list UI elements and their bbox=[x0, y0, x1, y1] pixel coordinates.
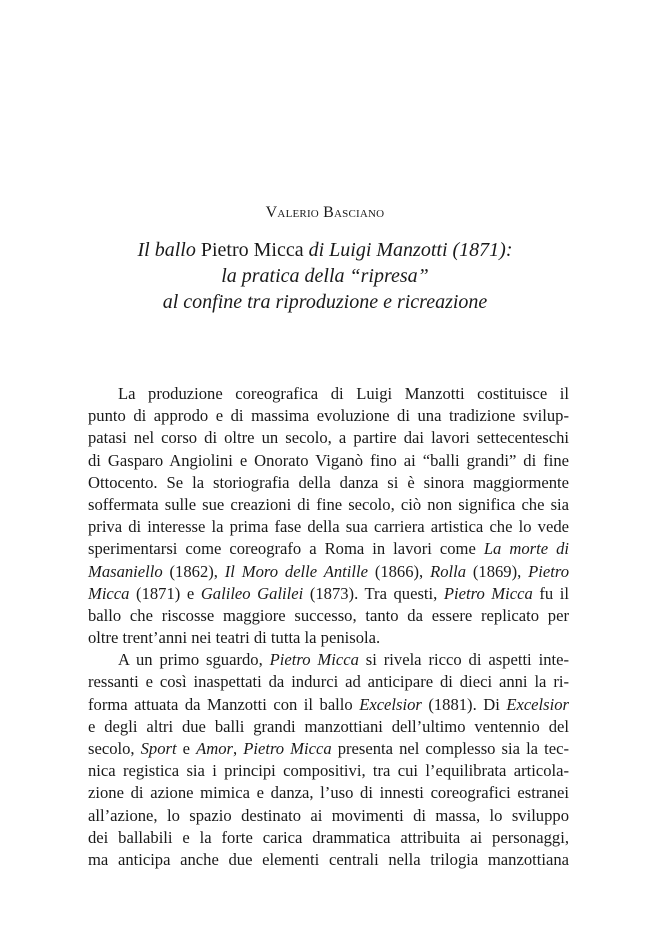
text-line bbox=[88, 583, 569, 605]
text-segment: si rivela ricco di aspetti inte- bbox=[358, 650, 569, 670]
title-line bbox=[90, 237, 560, 263]
text-line bbox=[88, 450, 569, 472]
italic-text: Il ballo bbox=[137, 239, 201, 261]
italic-text: la pratica della “ripresa” bbox=[221, 265, 429, 287]
text-line bbox=[88, 738, 569, 760]
italic-text: Sport bbox=[140, 739, 177, 758]
text-segment: presenta nel complesso sia la tec- bbox=[331, 739, 569, 758]
text-segment: e bbox=[176, 739, 197, 758]
text-line bbox=[88, 516, 569, 538]
text-segment: Ottocento. Se la storiografia della danza si è sinora maggiormente bbox=[88, 472, 569, 492]
italic-text: Excelsior bbox=[359, 694, 422, 714]
body-text bbox=[88, 383, 569, 871]
text-segment: patasi nel corso di oltre un secolo, a partire dai lavori settecenteschi bbox=[88, 428, 569, 448]
italic-text: Amor bbox=[196, 739, 233, 758]
italic-text: Pietro Micca bbox=[243, 739, 332, 758]
title-line bbox=[90, 289, 560, 315]
text-segment: dei ballabili e la forte carica drammatica attribuita ai personaggi, bbox=[88, 827, 569, 847]
italic-text: al confine tra riproduzione e ricreazione bbox=[162, 291, 488, 313]
text-line bbox=[88, 649, 569, 671]
text-segment: ballo che riscosse maggiore successo, tanto da essere replicato per bbox=[88, 605, 569, 625]
italic-text: Galileo Galilei bbox=[200, 583, 304, 603]
text-segment: e degli altri due balli grandi manzottiani dell’ultimo ventennio del bbox=[88, 716, 569, 736]
text-line bbox=[88, 472, 569, 494]
text-line bbox=[88, 405, 569, 427]
title-line bbox=[90, 263, 560, 289]
italic-text: di Luigi Manzotti (1871): bbox=[303, 239, 513, 261]
text-segment: ressanti e così inaspettati da indurci ad anticipare di dieci anni la ri- bbox=[88, 672, 569, 692]
italic-text: Il Moro delle Antille bbox=[224, 561, 368, 581]
text-segment: sperimentarsi come coreografo a Roma in lavori come bbox=[88, 539, 484, 559]
text-segment: nica registica sia i principi compositivi, tra cui l’equilibrata articola- bbox=[88, 761, 569, 781]
text-segment: oltre trent’anni nei teatri di tutta la penisola. bbox=[88, 628, 381, 648]
text-segment: ma anticipa anche due elementi centrali nella trilogia manzottiana bbox=[88, 849, 569, 869]
text-segment: A un primo sguardo, bbox=[118, 650, 270, 670]
text-segment: priva di interesse la prima fase della sua carriera artistica che lo vede bbox=[88, 517, 569, 537]
italic-text: Masaniello bbox=[88, 561, 163, 581]
text-segment: di Gasparo Angiolini e Onorato Viganò fino ai “balli grandi” di fine bbox=[88, 450, 569, 470]
text-line bbox=[88, 627, 569, 649]
text-segment: (1869), bbox=[466, 561, 529, 581]
text-line bbox=[88, 538, 569, 560]
text-line bbox=[88, 805, 569, 827]
text-segment: La produzione coreografica di Luigi Manzotti costituisce il bbox=[118, 384, 569, 403]
italic-text: Pietro Micca bbox=[269, 650, 359, 670]
text-line bbox=[88, 494, 569, 516]
text-line bbox=[88, 427, 569, 449]
text-segment: (1873). Tra questi, bbox=[303, 583, 444, 603]
italic-text: Micca bbox=[88, 583, 130, 603]
text-segment: (1871) e bbox=[129, 583, 201, 603]
text-segment: , bbox=[233, 739, 244, 758]
text-line bbox=[88, 671, 569, 693]
text-segment: punto di approdo e di massima evoluzione di una tradizione svilup- bbox=[88, 406, 569, 426]
italic-text: Pietro Micca bbox=[443, 583, 533, 603]
text-line bbox=[88, 827, 569, 849]
article-title bbox=[90, 237, 560, 315]
text-segment: soffermata sulle sue creazioni di fine secolo, ciò non significa che sia bbox=[88, 494, 569, 514]
text-line bbox=[88, 561, 569, 583]
text-line bbox=[88, 716, 569, 738]
text-segment: zione di azione mimica e danza, l’uso di innesti coreografici estranei bbox=[88, 783, 569, 803]
italic-text: La morte di bbox=[483, 539, 569, 559]
text-segment: (1866), bbox=[367, 561, 431, 581]
italic-text: Excelsior bbox=[506, 694, 569, 714]
text-segment: (1881). Di bbox=[421, 694, 507, 714]
text-segment: forma attuata da Manzotti con il ballo bbox=[88, 694, 360, 714]
text-segment: Pietro Micca bbox=[200, 239, 304, 261]
text-line bbox=[88, 694, 569, 716]
italic-text: Pietro bbox=[528, 561, 569, 581]
text-segment: all’azione, lo spazio destinato ai movimenti di massa, lo sviluppo bbox=[88, 805, 569, 825]
italic-text: Rolla bbox=[430, 561, 467, 581]
text-segment: (1862), bbox=[162, 561, 225, 581]
text-line bbox=[88, 383, 569, 405]
text-line bbox=[88, 760, 569, 782]
author-name: Valerio Basciano bbox=[265, 204, 385, 221]
text-line bbox=[88, 605, 569, 627]
text-line bbox=[88, 849, 569, 871]
text-line bbox=[88, 782, 569, 804]
text-segment: fu il bbox=[532, 583, 569, 603]
text-segment: secolo, bbox=[88, 739, 141, 758]
